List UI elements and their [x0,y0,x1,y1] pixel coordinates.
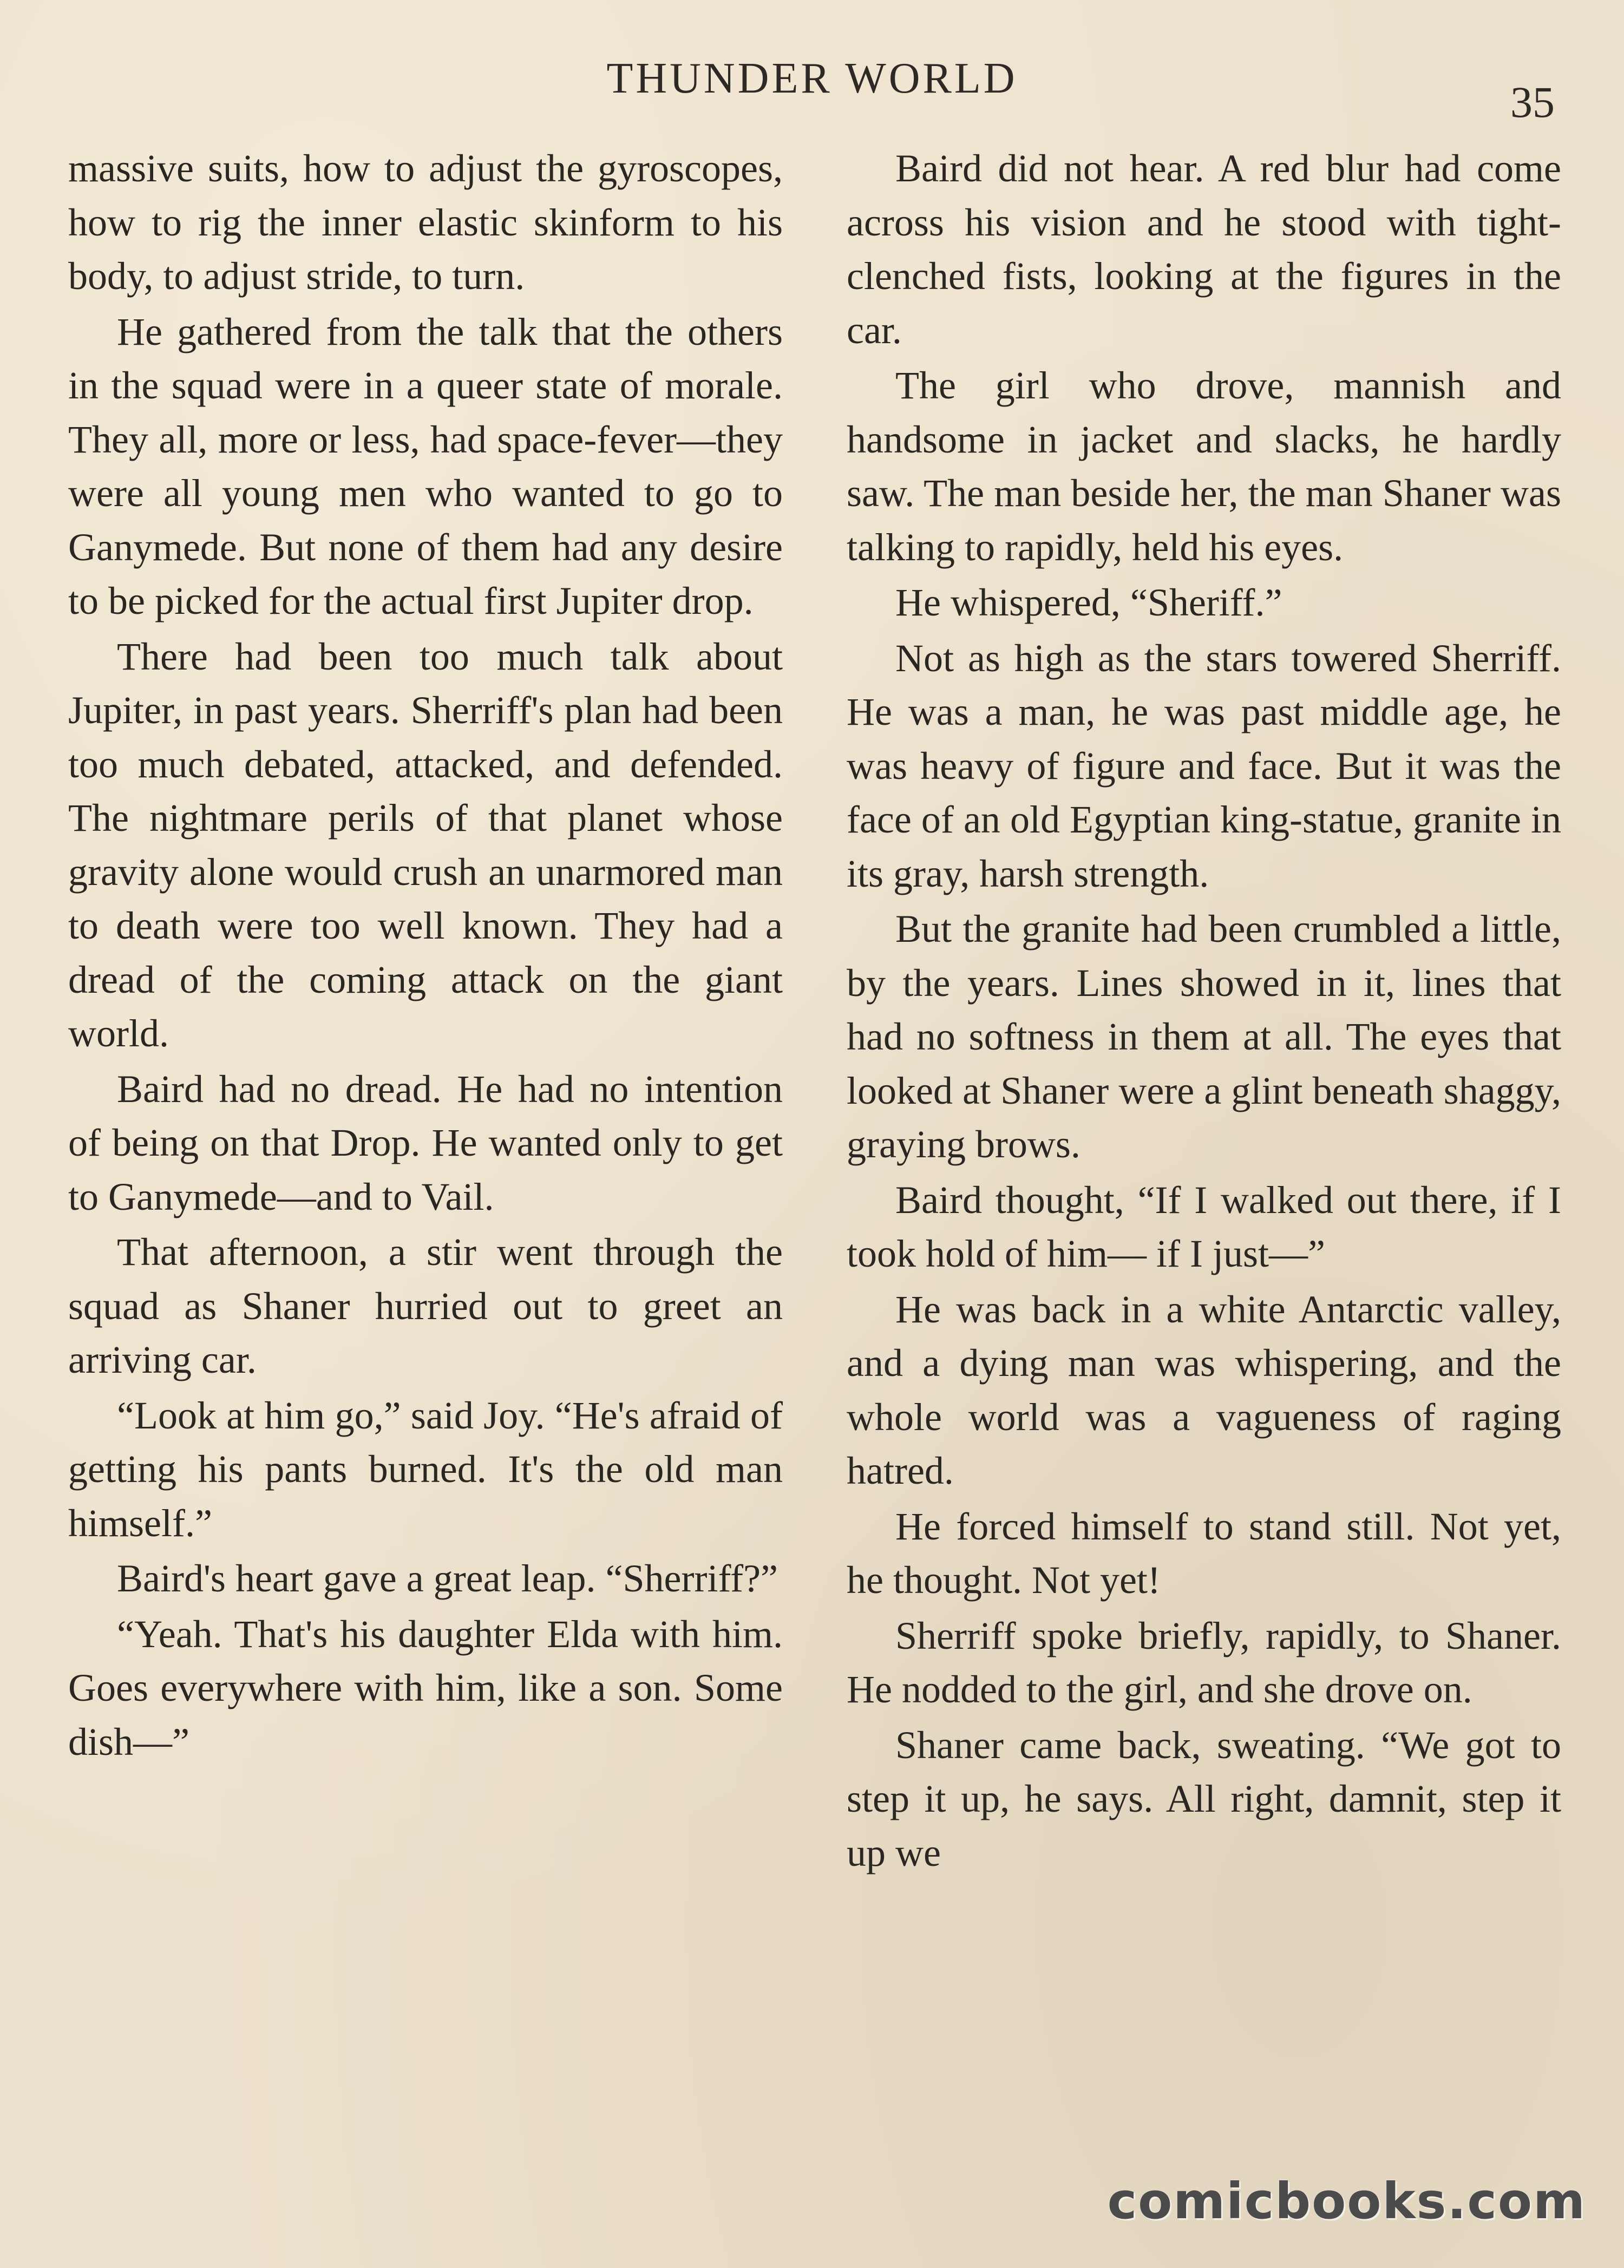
page-number: 35 [1510,77,1555,127]
paragraph: Not as high as the stars towered Sherriff. He was a man, he was past middle age, he was heavy of figure and face. But it was the face of an old Egyptian king-statue, granite in its gray, harsh strength. [847,636,1561,895]
paragraph: The girl who drove, mannish and handsome in jacket and slacks, he hardly saw. The man beside her, the man Shaner was talking to rapidly, held his eyes. [847,364,1561,569]
paragraph: He whispered, “Sheriff.” [895,581,1282,624]
paragraph: “Look at him go,” said Joy. “He's afraid of getting his pants burned. It's the old man himself.” [68,1393,783,1545]
paragraph: “Yeah. That's his daughter Elda with him. Goes everywhere with him, like a son. Some dish—” [68,1612,783,1764]
paragraph: Baird had no dread. He had no intention of being on that Drop. He wanted only to get to Ganymede—and to Vail. [68,1067,783,1218]
running-title: THUNDER WORLD [606,55,1018,102]
paragraph: Baird's heart gave a great leap. “Sherriff?” [117,1557,778,1600]
paragraph: He gathered from the talk that the others in the squad were in a queer state of morale. They all, more or less, had space-fever—they were all young men who wanted to go to Ganymede. But none of them had any desire to be picked for the actual first Jupiter drop. [68,310,783,622]
paragraph: He was back in a white Antarctic valley, and a dying man was whispering, and the whole world was a vagueness of raging hatred. [847,1287,1561,1492]
paragraph: massive suits, how to adjust the gyroscopes, how to rig the inner elastic skinform to his body, to adjust stride, to turn. [68,147,783,298]
paragraph: Baird thought, “If I walked out there, if I took hold of him— if I just—” [847,1178,1561,1275]
paragraph: That afternoon, a stir went through the squad as Shaner hurried out to greet an arriving car. [68,1230,783,1381]
paragraph: There had been too much talk about Jupiter, in past years. Sherriff's plan had been too much debated, attacked, and defended. The nightmare perils of that planet whose gravity alone would crush an unarmored man to death were too well known. They had a dread of the coming attack on the giant world. [68,634,783,1055]
paragraph: He forced himself to stand still. Not yet, he thought. Not yet! [847,1504,1561,1602]
paragraph: Baird did not hear. A red blur had come across his vision and he stood with tight-clenched fists, looking at the figures in the car. [847,147,1561,352]
left-column [68,142,783,2177]
paragraph: But the granite had been crumbled a little, by the years. Lines showed in it, lines that had no softness in them at all. The eyes that looked at Shaner were a glint beneath shaggy, graying brows. [847,907,1561,1166]
site-watermark: comicbooks.com [1107,2172,1586,2230]
right-column [847,142,1561,2177]
paragraph: Sherriff spoke briefly, rapidly, to Shaner. He nodded to the girl, and she drove on. [847,1614,1561,1711]
paragraph: Shaner came back, sweating. “We got to step it up, he says. All right, damnit, step it up we [847,1723,1561,1874]
